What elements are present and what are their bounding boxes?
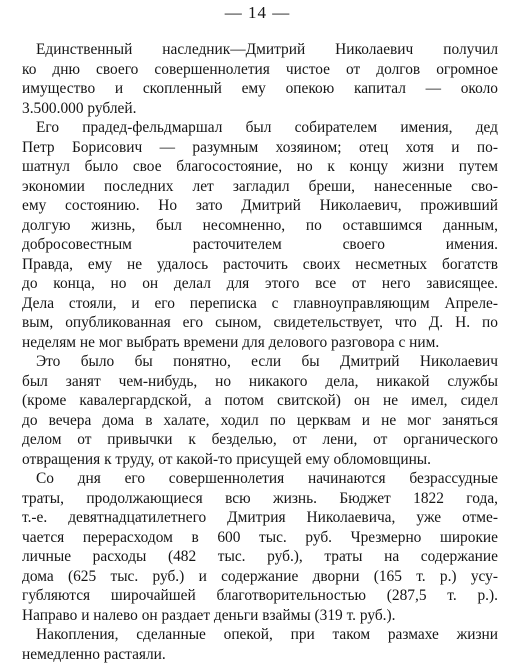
paragraph xyxy=(22,469,498,625)
text-line: делом от привычки к безделью, от лени, от органического xyxy=(22,430,498,450)
paragraph xyxy=(22,625,498,664)
text-line: экономии последних лет загладил бреши, нанесенные сво- xyxy=(22,177,498,197)
text-line: неделям не мог выбрать времени для делового разговора с ним. xyxy=(22,333,498,353)
text-line: добросовестным расточителем своего имения. xyxy=(22,235,498,255)
paragraph xyxy=(22,352,498,469)
text-line: Петр Борисович — разумным хозяином; отец хотя и по- xyxy=(22,138,498,158)
text-line: Единственный наследник—Дмитрий Николаевич получил xyxy=(22,40,498,60)
text-line: шатнул было свое благосостояние, но к концу жизни путем xyxy=(22,157,498,177)
text-line: немедленно растаяли. xyxy=(22,645,498,664)
body-text xyxy=(22,40,498,664)
text-line: был занят чем-нибудь, но никакого дела, никакой службы xyxy=(22,372,498,392)
text-line: личные расходы (482 тыс. руб.), траты на содержание xyxy=(22,547,498,567)
paragraph xyxy=(22,40,498,118)
text-line: долгую жизнь, был несомненно, по оставшимся данным, xyxy=(22,216,498,236)
text-line: до конца, но он делал для этого все от него зависящее. xyxy=(22,274,498,294)
paragraph xyxy=(22,118,498,352)
text-line: отвращения к труду, от какой-то присущей ему обломовщины. xyxy=(22,450,498,470)
text-line: имущество и скопленный ему опекою капитал — около xyxy=(22,79,498,99)
text-line: Дела стояли, и его переписка с главноуправляющим Апреле- xyxy=(22,294,498,314)
text-line: Направо и налево он раздает деньги взаймы (319 т. руб.). xyxy=(22,606,498,626)
text-line: Со дня его совершеннолетия начинаются безрассудные xyxy=(22,469,498,489)
text-line: губляются широчайшей благотворительностью (287,5 т. р.). xyxy=(22,586,498,606)
page-number: — 14 — xyxy=(0,3,515,23)
text-line: вым, опубликованная его сыном, свидетельствует, что Д. Н. по xyxy=(22,313,498,333)
text-line: Его прадед-фельдмаршал был собирателем имения, дед xyxy=(22,118,498,138)
text-line: (кроме кавалергардской, а потом свитской) он не имел, сидел xyxy=(22,391,498,411)
text-line: Правда, ему не удалось расточить своих несметных богатств xyxy=(22,255,498,275)
text-line: до вечера дома в халате, ходил по церквам и не мог заняться xyxy=(22,411,498,431)
text-line: т.-е. девятнадцатилетнего Дмитрия Николаевича, уже отме- xyxy=(22,508,498,528)
text-line: ко дню своего совершеннолетия чистое от долгов огромное xyxy=(22,60,498,80)
text-line: траты, продолжающиеся всю жизнь. Бюджет 1822 года, xyxy=(22,489,498,509)
text-line: дома (625 тыс. руб.) и содержание дворни (165 т. р.) усу- xyxy=(22,567,498,587)
text-line: 3.500.000 рублей. xyxy=(22,99,498,119)
text-line: чается перерасходом в 600 тыс. руб. Чрезмерно широкие xyxy=(22,528,498,548)
text-line: ему состоянию. Но зато Дмитрий Николаевич, проживший xyxy=(22,196,498,216)
text-line: Накопления, сделанные опекой, при таком размахе жизни xyxy=(22,625,498,645)
text-line: Это было бы понятно, если бы Дмитрий Николаевич xyxy=(22,352,498,372)
